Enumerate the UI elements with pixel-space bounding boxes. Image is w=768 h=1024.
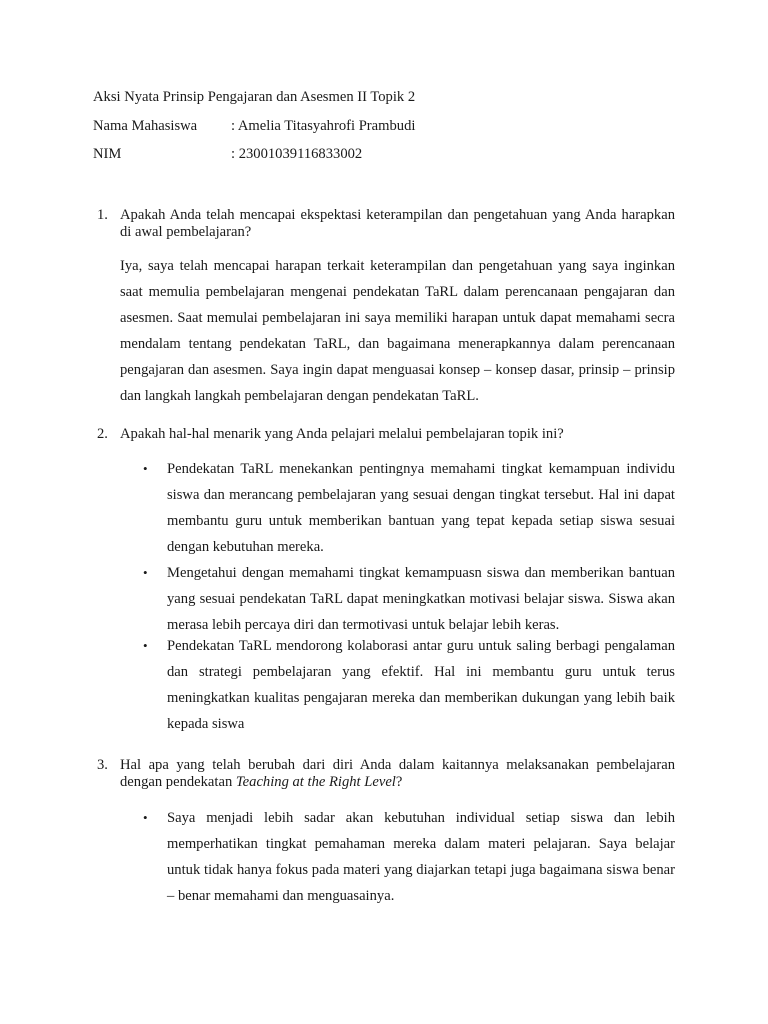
bullet-icon: • (143, 810, 148, 825)
question-number: 2. (97, 426, 108, 442)
list-item (143, 633, 675, 737)
question-number: 3. (97, 757, 108, 773)
question-text: Apakah Anda telah mencapai ekspektasi keterampilan dan pengetahuan yang Anda harapkan di awal pembelajaran? (120, 207, 675, 240)
name-row (93, 117, 416, 135)
name-label: Nama Mahasiswa (93, 118, 198, 134)
question-text (120, 757, 675, 791)
document-title: Aksi Nyata Prinsip Pengajaran dan Asesmen II Topik 2 (93, 89, 416, 105)
list-item-text: Mengetahui dengan memahami tingkat kemampuasn siswa dan memberikan bantuan yang sesuai pendekatan TaRL dapat meningkatkan motivasi belajar siswa. Siswa akan merasa lebih percaya diri dan termotivasi untuk belajar lebih keras. (167, 565, 675, 633)
list-item-text: Pendekatan TaRL mendorong kolaborasi antar guru untuk saling berbagi pengalaman dan strategi pembelajaran yang efektif. Hal ini membantu guru untuk terus meningkatkan kualitas pengajaran mereka dan memberikan dukungan yang lebih baik kepada siswa (167, 638, 675, 732)
nim-label: NIM (93, 146, 122, 162)
nim-row (93, 145, 363, 163)
question-3 (93, 757, 675, 791)
question-1 (93, 207, 675, 241)
bullet-icon: • (143, 638, 148, 653)
list-item (143, 560, 675, 638)
list-item (143, 805, 675, 909)
bullet-icon: • (143, 461, 148, 476)
list-item-text: Saya menjadi lebih sadar akan kebutuhan individual setiap siswa dan lebih memperhatikan tingkat pemahaman mereka dalam materi pelajaran. Saya belajar untuk tidak hanya fokus pada materi yang diajarkan tetapi juga bagaimana siswa benar – benar memahami dan menguasainya. (167, 810, 675, 904)
nim-value: : 23001039116833002 (231, 146, 363, 162)
answer-1: Iya, saya telah mencapai harapan terkait keterampilan dan pengetahuan yang saya inginkan saat memulia pembelajaran mengenai pendekatan TaRL dalam perencanaan pengajaran dan asesmen. Saat memulai pembelajaran ini saya memiliki harapan untuk dapat memahami secra mendalam tentang pendekatan TaRL, dan bagaimana menerapkannya dalam perencanaan pengajaran dan asesmen. Saya ingin dapat menguasai konsep – konsep dasar, prinsip – prinsip dan langkah langkah pembelajaran dengan pendekatan TaRL. (120, 258, 675, 404)
list-item (143, 456, 675, 560)
question-2 (93, 426, 675, 443)
question-text-italic: Teaching at the Right Level (235, 774, 396, 790)
name-value: : Amelia Titasyahrofi Prambudi (231, 118, 416, 134)
question-number: 1. (97, 207, 108, 223)
question-text: Apakah hal-hal menarik yang Anda pelajari melalui pembelajaran topik ini? (120, 426, 564, 442)
question-text-part: ? (395, 774, 403, 790)
question-text-part: Hal apa yang telah berubah dari diri Anda dalam kaitannya melaksanakan pembelajaran dengan pendekatan (120, 757, 675, 790)
bullet-icon: • (143, 565, 148, 580)
list-item-text: Pendekatan TaRL menekankan pentingnya memahami tingkat kemampuan individu siswa dan merancang pembelajaran yang sesuai dengan tingkat tersebut. Hal ini dapat membantu guru untuk memberikan bantuan yang tepat kepada setiap siswa sesuai dengan kebutuhan mereka. (167, 461, 675, 555)
